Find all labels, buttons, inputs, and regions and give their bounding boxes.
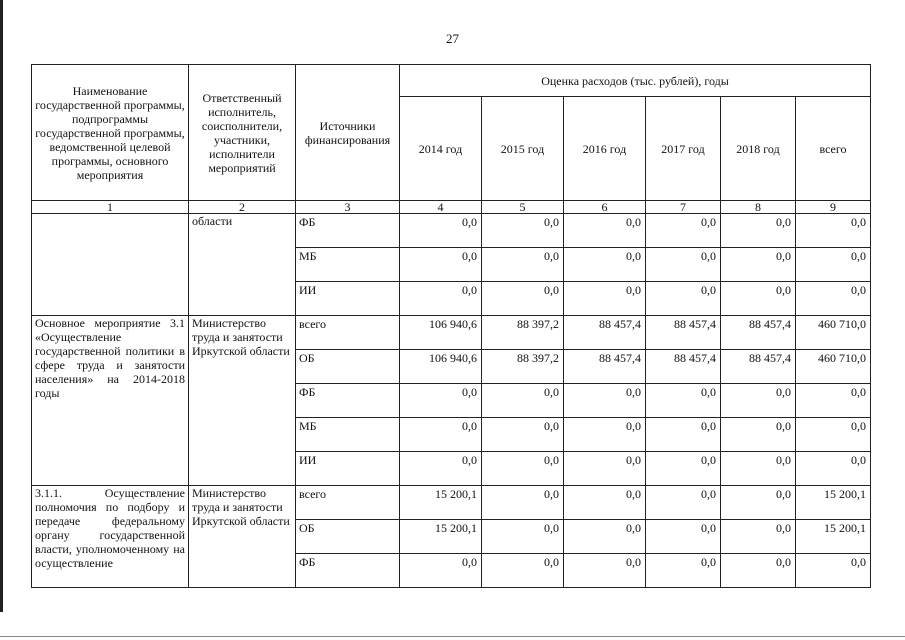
left-margin-rule [0,0,3,612]
year-value: 0,0 [482,282,564,316]
year-value: 0,0 [646,384,721,418]
funding-source: ФБ [296,554,400,588]
year-value: 0,0 [721,384,796,418]
column-number: 5 [482,201,564,214]
total-value: 0,0 [796,282,871,316]
header-name: Наименование государственной программы, подпрограммы государственной программы, ведомственной целевой программы, основного мероприятия [32,65,189,201]
funding-source: всего [296,316,400,350]
column-number: 8 [721,201,796,214]
year-value: 0,0 [721,554,796,588]
year-value: 88 457,4 [721,350,796,384]
column-number-row [32,201,871,214]
table-header [32,65,871,214]
year-value: 88 457,4 [721,316,796,350]
year-value: 0,0 [646,486,721,520]
year-value: 0,0 [646,418,721,452]
funding-source: ИИ [296,452,400,486]
year-value: 0,0 [482,214,564,248]
total-value: 460 710,0 [796,350,871,384]
column-number: 7 [646,201,721,214]
year-value: 0,0 [564,486,646,520]
year-value: 0,0 [564,452,646,486]
year-value: 0,0 [400,452,482,486]
activity-name: 3.1.1. Осуществление полномочия по подбору и передаче федеральному органу государственной власти, уполномоченному на осуществление [32,486,189,588]
year-value: 0,0 [646,282,721,316]
year-value: 0,0 [564,554,646,588]
page-number: 27 [446,31,459,46]
header-responsible: Ответственный исполнитель, соисполнители, участники, исполнители мероприятий [189,65,296,201]
header-year: 2017 год [646,97,721,201]
year-value: 0,0 [646,248,721,282]
total-value: 0,0 [796,384,871,418]
table-row [32,486,871,520]
header-sources: Источники финансирования [296,65,400,201]
year-value: 0,0 [564,384,646,418]
table-row [32,316,871,350]
column-number: 6 [564,201,646,214]
year-value: 0,0 [721,486,796,520]
year-value: 0,0 [721,418,796,452]
year-value: 0,0 [482,452,564,486]
column-number: 4 [400,201,482,214]
header-year: 2016 год [564,97,646,201]
expenditure-table [31,64,871,588]
year-value: 0,0 [564,214,646,248]
year-value: 0,0 [400,418,482,452]
year-value: 0,0 [400,554,482,588]
year-value: 0,0 [400,248,482,282]
funding-source: МБ [296,248,400,282]
header-cost-group: Оценка расходов (тыс. рублей), годы [400,65,871,97]
funding-source: всего [296,486,400,520]
header-year: 2015 год [482,97,564,201]
year-value: 0,0 [482,486,564,520]
header-year: 2018 год [721,97,796,201]
year-value: 0,0 [400,384,482,418]
year-value: 15 200,1 [400,486,482,520]
year-value: 88 397,2 [482,316,564,350]
funding-source: ОБ [296,520,400,554]
year-value: 88 457,4 [646,316,721,350]
year-value: 88 457,4 [564,316,646,350]
year-value: 0,0 [482,520,564,554]
year-value: 0,0 [646,554,721,588]
activity-name: Основное мероприятие 3.1 «Осуществление государственной политики в сфере труда и занятости населения» на 2014-2018 годы [32,316,189,486]
year-value: 0,0 [564,282,646,316]
funding-source: ИИ [296,282,400,316]
funding-source: ОБ [296,350,400,384]
responsible-executor: Министерство труда и занятости Иркутской области [189,316,296,486]
header-total: всего [796,97,871,201]
year-value: 88 457,4 [646,350,721,384]
year-value: 0,0 [482,384,564,418]
column-number: 3 [296,201,400,214]
year-value: 88 457,4 [564,350,646,384]
table-row [32,214,871,248]
year-value: 106 940,6 [400,350,482,384]
year-value: 0,0 [721,452,796,486]
responsible-executor: области [189,214,296,316]
year-value: 0,0 [564,520,646,554]
year-value: 0,0 [564,418,646,452]
total-value: 460 710,0 [796,316,871,350]
year-value: 0,0 [721,248,796,282]
funding-source: ФБ [296,214,400,248]
total-value: 15 200,1 [796,486,871,520]
header-year: 2014 год [400,97,482,201]
year-value: 15 200,1 [400,520,482,554]
year-value: 0,0 [482,554,564,588]
year-value: 0,0 [721,520,796,554]
year-value: 0,0 [646,520,721,554]
year-value: 106 940,6 [400,316,482,350]
year-value: 0,0 [646,214,721,248]
year-value: 88 397,2 [482,350,564,384]
year-value: 0,0 [646,452,721,486]
year-value: 0,0 [564,248,646,282]
table-body [32,214,871,588]
year-value: 0,0 [482,418,564,452]
total-value: 0,0 [796,554,871,588]
funding-source: МБ [296,418,400,452]
year-value: 0,0 [400,214,482,248]
year-value: 0,0 [400,282,482,316]
total-value: 0,0 [796,418,871,452]
total-value: 0,0 [796,214,871,248]
total-value: 15 200,1 [796,520,871,554]
responsible-executor: Министерство труда и занятости Иркутской области [189,486,296,588]
column-number: 1 [32,201,189,214]
bottom-scan-edge [0,636,905,637]
activity-name [32,214,189,316]
column-number: 2 [189,201,296,214]
funding-source: ФБ [296,384,400,418]
year-value: 0,0 [721,282,796,316]
total-value: 0,0 [796,248,871,282]
column-number: 9 [796,201,871,214]
year-value: 0,0 [482,248,564,282]
total-value: 0,0 [796,452,871,486]
year-value: 0,0 [721,214,796,248]
